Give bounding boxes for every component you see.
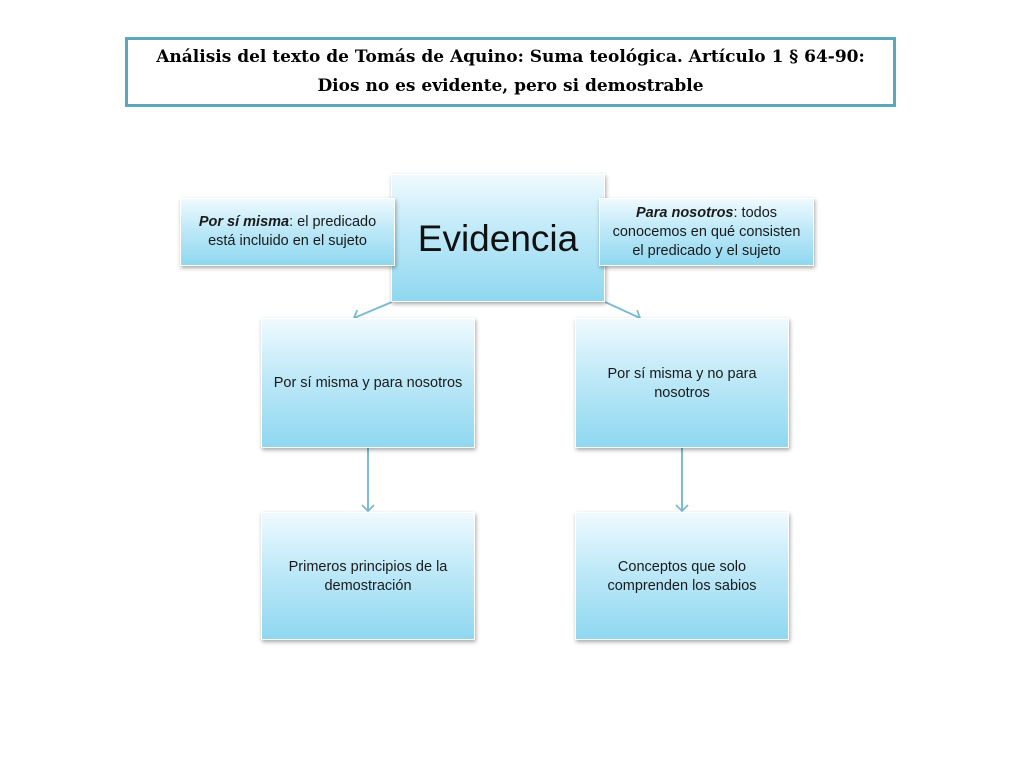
note-emphasis: Por sí misma [198,214,290,230]
node-para-nosotros-note-text [608,204,805,261]
connector-center-to-left-branch [354,302,392,318]
node-evidencia [391,174,605,302]
node-leaf-right [575,512,789,640]
node-por-si-misma-note [180,198,395,266]
note-rest: : todos conocemos en qué consisten el predicado y el sujeto [612,204,801,259]
node-por-si-misma-note-text [189,213,386,251]
node-branch-left-label: Por sí misma y para nosotros [273,374,463,391]
node-evidencia-label: Evidencia [417,217,579,259]
node-leaf-left-label: Primeros principios de la demostración [288,559,448,594]
title-line-2: Dios no es evidente, pero si demostrable [317,76,704,96]
node-branch-right [575,318,789,448]
title-line-1: Análisis del texto de Tomás de Aquino: Suma teológica. Artículo 1 § 64-90: [156,47,865,67]
node-leaf-right-label: Conceptos que solo comprenden los sabios [607,559,757,594]
note-emphasis: Para nosotros [635,204,734,221]
connector-center-to-right-branch [605,302,640,318]
node-branch-left [261,318,475,448]
note-rest: : el predicado está incluido en el sujeto [208,214,377,249]
node-para-nosotros-note [599,198,814,266]
node-leaf-left [261,512,475,640]
node-branch-right-label: Por sí misma y no para nosotros [607,366,757,401]
diagram-title [125,37,896,107]
